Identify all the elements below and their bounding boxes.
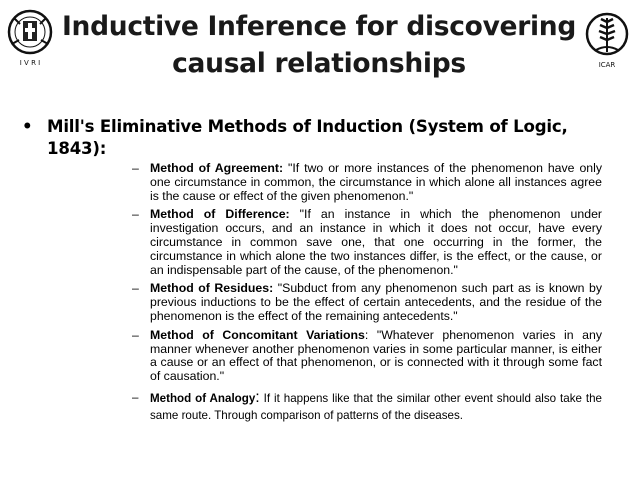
method-item-residues [132, 282, 602, 323]
icar-wheat-emblem-icon [584, 10, 630, 72]
method-name: Method of Difference: [150, 207, 290, 222]
method-item-agreement [132, 162, 602, 203]
method-description: "If two or more instances of the phenomenon have only one circumstance in common, the circumstance in which alone all instances agree is the cause or effect of the given phenomenon." [150, 161, 602, 203]
method-name: Method of Concomitant Variations [150, 327, 365, 342]
method-item-difference [132, 208, 602, 277]
method-description: "If an instance in which the phenomenon under investigation occurs, and an instance in which it does not occur, have every circumstance in common save one, that one occurring in the former, the circumstance in which alone the two instances differ, is the effect, or the cause, or an indispensable part of the cause, of the phenomenon." [150, 207, 602, 277]
method-description: "Subduct from any phenomenon such part as is known by previous inductions to be the effect of certain antecedents, and the residue of the phenomenon is the effect of the remaining antecedents." [150, 281, 603, 323]
left-logo-caption: I V R I [19, 59, 41, 67]
method-name: Method of Analogy [150, 391, 256, 405]
dash-marker: – [132, 281, 139, 296]
method-colon: : [255, 388, 260, 406]
institute-emblem-icon [6, 8, 54, 70]
dash-marker: – [132, 390, 139, 404]
method-description: If it happens like that the similar other event should also take the same route. Through comparison of patterns of the diseases. [150, 391, 602, 422]
dash-marker: – [132, 207, 139, 222]
main-bullet-text: Mill's Eliminative Methods of Induction (System of Logic, 1843): [47, 117, 568, 158]
method-description: : "Whatever phenomenon varies in any manner whenever another phenomenon varies in some particular manner, is either a cause or an effect of that phenomenon, or is connected with it through some fact of causation." [150, 327, 602, 384]
dash-marker: – [132, 327, 139, 342]
method-name: Method of Residues: [150, 281, 274, 296]
method-item-analogy [132, 389, 602, 424]
method-item-concomitant [132, 329, 602, 384]
dash-marker: – [132, 161, 139, 175]
bullet-marker: • [22, 117, 33, 136]
slide-title: Inductive Inference for discovering causal relationships [61, 11, 577, 79]
method-name: Method of Agreement: [150, 161, 284, 175]
methods-list [132, 162, 602, 429]
main-bullet [22, 116, 592, 160]
right-logo-caption: ICAR [598, 61, 616, 69]
